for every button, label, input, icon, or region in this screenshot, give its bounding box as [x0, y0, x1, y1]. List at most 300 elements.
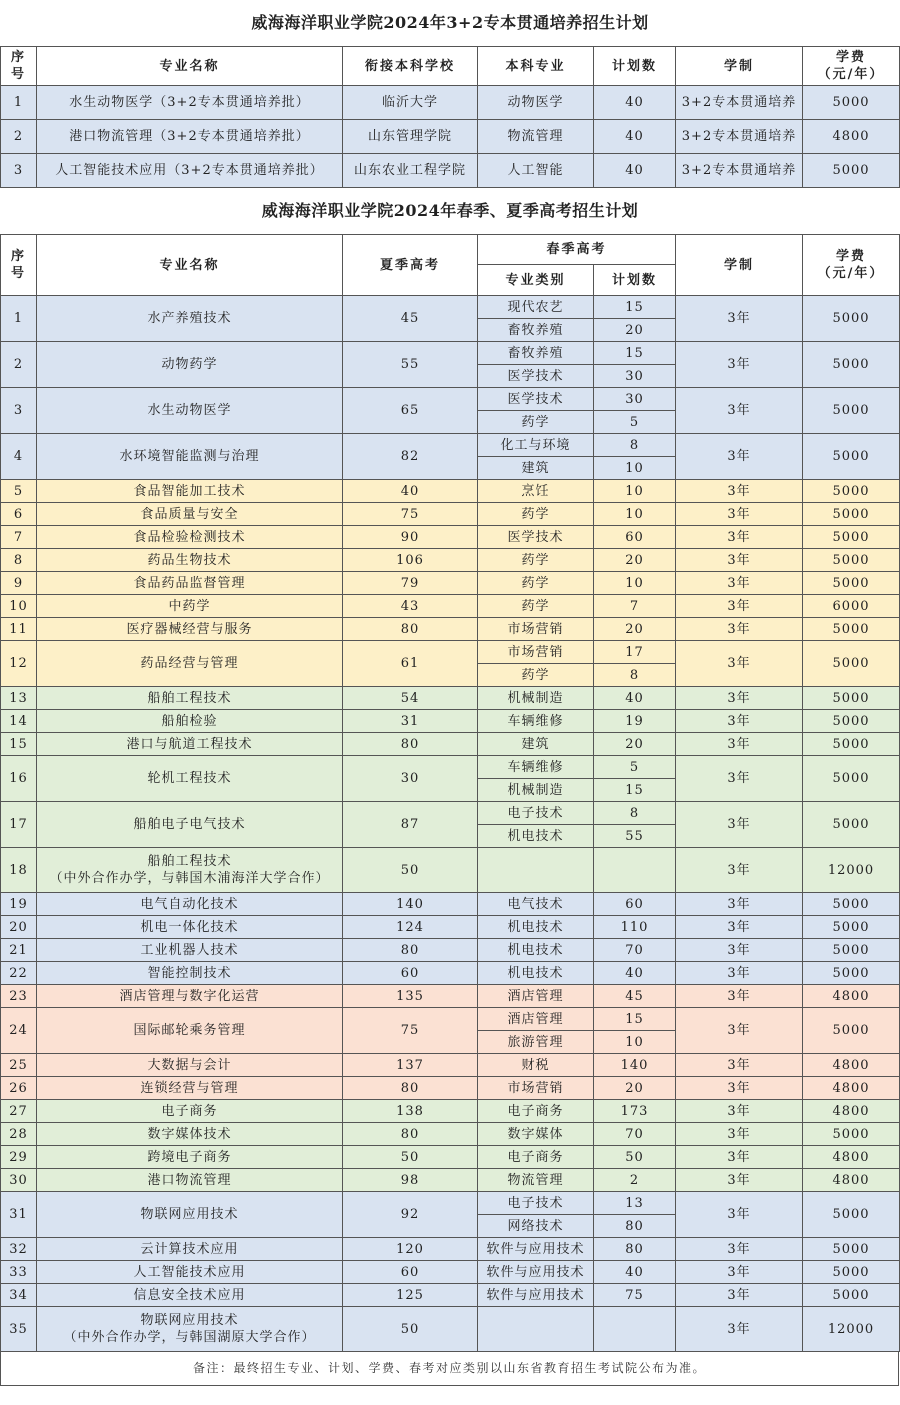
- spring-category: [478, 848, 594, 893]
- major-name: 食品质量与安全: [37, 503, 343, 526]
- study-system: 3年: [676, 641, 803, 687]
- summer-plan: 54: [343, 687, 478, 710]
- table-row: [1, 1284, 900, 1307]
- partner-school: 临沂大学: [343, 86, 478, 120]
- row-number: 20: [1, 916, 37, 939]
- summer-plan: 30: [343, 756, 478, 802]
- table-row: [1, 710, 900, 733]
- spring-plan: 10: [594, 457, 676, 480]
- header-seq: 序 号: [1, 235, 37, 296]
- spring-plan: 30: [594, 388, 676, 411]
- spring-category: 车辆维修: [478, 710, 594, 733]
- header-fee: 学费 （元/年）: [803, 235, 900, 296]
- summer-plan: 87: [343, 802, 478, 848]
- study-system: 3年: [676, 1123, 803, 1146]
- partner-school: 山东农业工程学院: [343, 154, 478, 188]
- spring-plan: 15: [594, 1008, 676, 1031]
- row-number: 15: [1, 733, 37, 756]
- summer-plan: 75: [343, 1008, 478, 1054]
- tuition-fee: 4800: [803, 1100, 900, 1123]
- row-number: 23: [1, 985, 37, 1008]
- table-row: [1, 916, 900, 939]
- bachelor-major: 物流管理: [478, 120, 594, 154]
- study-system: 3年: [676, 1261, 803, 1284]
- spring-category: 医学技术: [478, 388, 594, 411]
- table-3plus2: [0, 46, 900, 188]
- spring-category: 电子技术: [478, 1192, 594, 1215]
- summer-plan: 60: [343, 962, 478, 985]
- tuition-fee: 5000: [803, 1261, 900, 1284]
- spring-category: 酒店管理: [478, 985, 594, 1008]
- spring-plan: 60: [594, 526, 676, 549]
- table-row: [1, 1123, 900, 1146]
- study-system: 3+2专本贯通培养: [676, 154, 803, 188]
- table-row: [1, 687, 900, 710]
- bachelor-major: 人工智能: [478, 154, 594, 188]
- major-name: 工业机器人技术: [37, 939, 343, 962]
- major-name: 数字媒体技术: [37, 1123, 343, 1146]
- spring-plan: 17: [594, 641, 676, 664]
- table-row: [1, 342, 900, 365]
- tuition-fee: 5000: [803, 710, 900, 733]
- summer-plan: 65: [343, 388, 478, 434]
- tuition-fee: 5000: [803, 1284, 900, 1307]
- table-row: [1, 756, 900, 779]
- tuition-fee: 5000: [803, 962, 900, 985]
- summer-plan: 124: [343, 916, 478, 939]
- summer-plan: 120: [343, 1238, 478, 1261]
- tuition-fee: 5000: [803, 756, 900, 802]
- tuition-fee: 4800: [803, 985, 900, 1008]
- row-number: 14: [1, 710, 37, 733]
- study-system: 3年: [676, 480, 803, 503]
- table-row: [1, 526, 900, 549]
- study-system: 3年: [676, 687, 803, 710]
- spring-category: 化工与环境: [478, 434, 594, 457]
- table-row: [1, 503, 900, 526]
- tuition-fee: 5000: [803, 503, 900, 526]
- spring-category: 药学: [478, 664, 594, 687]
- table-row: [1, 1100, 900, 1123]
- spring-plan: 70: [594, 1123, 676, 1146]
- row-number: 30: [1, 1169, 37, 1192]
- summer-plan: 80: [343, 939, 478, 962]
- major-name: 船舶工程技术: [37, 687, 343, 710]
- table-row: [1, 1261, 900, 1284]
- major-name: 医疗器械经营与服务: [37, 618, 343, 641]
- table-row: [1, 480, 900, 503]
- spring-category: 现代农艺: [478, 296, 594, 319]
- spring-plan: 40: [594, 687, 676, 710]
- study-system: 3年: [676, 618, 803, 641]
- row-number: 34: [1, 1284, 37, 1307]
- row-number: 17: [1, 802, 37, 848]
- summer-plan: 125: [343, 1284, 478, 1307]
- tuition-fee: 5000: [803, 618, 900, 641]
- tuition-fee: 5000: [803, 916, 900, 939]
- spring-plan: 110: [594, 916, 676, 939]
- tuition-fee: 5000: [803, 526, 900, 549]
- table-header-row: [1, 235, 900, 265]
- major-name: 食品检验检测技术: [37, 526, 343, 549]
- header-bachelor: 本科专业: [478, 47, 594, 86]
- spring-plan: 20: [594, 549, 676, 572]
- tuition-fee: 6000: [803, 595, 900, 618]
- major-name: 电气自动化技术: [37, 893, 343, 916]
- tuition-fee: 12000: [803, 848, 900, 893]
- spring-category: 软件与应用技术: [478, 1284, 594, 1307]
- row-number: 1: [1, 296, 37, 342]
- major-name: 人工智能技术应用: [37, 1261, 343, 1284]
- study-system: 3年: [676, 893, 803, 916]
- spring-plan: 80: [594, 1215, 676, 1238]
- table-row: [1, 595, 900, 618]
- spring-category: 药学: [478, 595, 594, 618]
- tuition-fee: 5000: [803, 296, 900, 342]
- summer-plan: 98: [343, 1169, 478, 1192]
- plan-count: 40: [594, 86, 676, 120]
- study-system: 3年: [676, 1192, 803, 1238]
- table-row: [1, 893, 900, 916]
- header-plan: 计划数: [594, 265, 676, 296]
- summer-plan: 55: [343, 342, 478, 388]
- tuition-fee: 5000: [803, 802, 900, 848]
- spring-plan: [594, 1307, 676, 1352]
- study-system: 3年: [676, 1238, 803, 1261]
- row-number: 25: [1, 1054, 37, 1077]
- table-row: [1, 848, 900, 893]
- summer-plan: 50: [343, 1146, 478, 1169]
- spring-plan: 50: [594, 1146, 676, 1169]
- spring-category: 医学技术: [478, 365, 594, 388]
- summer-plan: 45: [343, 296, 478, 342]
- study-system: 3年: [676, 1169, 803, 1192]
- study-system: 3年: [676, 1146, 803, 1169]
- tuition-fee: 5000: [803, 893, 900, 916]
- spring-plan: 140: [594, 1054, 676, 1077]
- tuition-fee: 5000: [803, 154, 900, 188]
- row-number: 3: [1, 388, 37, 434]
- summer-plan: 92: [343, 1192, 478, 1238]
- major-name: 酒店管理与数字化运营: [37, 985, 343, 1008]
- summer-plan: 80: [343, 1077, 478, 1100]
- spring-plan: 10: [594, 1031, 676, 1054]
- spring-plan: 20: [594, 1077, 676, 1100]
- table-row: [1, 1169, 900, 1192]
- study-system: 3年: [676, 916, 803, 939]
- major-name: 智能控制技术: [37, 962, 343, 985]
- spring-plan: 5: [594, 411, 676, 434]
- bachelor-major: 动物医学: [478, 86, 594, 120]
- summer-plan: 138: [343, 1100, 478, 1123]
- spring-category: 建筑: [478, 457, 594, 480]
- spring-plan: 30: [594, 365, 676, 388]
- spring-category: 药学: [478, 411, 594, 434]
- tuition-fee: 5000: [803, 434, 900, 480]
- major-name: 动物药学: [37, 342, 343, 388]
- major-name: 国际邮轮乘务管理: [37, 1008, 343, 1054]
- spring-plan: 10: [594, 503, 676, 526]
- spring-plan: 15: [594, 296, 676, 319]
- table-row: [1, 1146, 900, 1169]
- spring-category: [478, 1307, 594, 1352]
- table-row: [1, 572, 900, 595]
- major-name: 机电一体化技术: [37, 916, 343, 939]
- summer-plan: 50: [343, 848, 478, 893]
- major-name: 云计算技术应用: [37, 1238, 343, 1261]
- table-row: [1, 1054, 900, 1077]
- study-system: 3年: [676, 526, 803, 549]
- major-name: 水生动物医学: [37, 388, 343, 434]
- spring-plan: 60: [594, 893, 676, 916]
- row-number: 16: [1, 756, 37, 802]
- tuition-fee: 5000: [803, 687, 900, 710]
- spring-plan: 10: [594, 572, 676, 595]
- header-plan: 计划数: [594, 47, 676, 86]
- summer-plan: 140: [343, 893, 478, 916]
- summer-plan: 43: [343, 595, 478, 618]
- study-system: 3年: [676, 1077, 803, 1100]
- tuition-fee: 12000: [803, 1307, 900, 1352]
- spring-plan: [594, 848, 676, 893]
- spring-category: 市场营销: [478, 641, 594, 664]
- spring-plan: 13: [594, 1192, 676, 1215]
- study-system: 3年: [676, 733, 803, 756]
- table-row: [1, 939, 900, 962]
- major-name: 物联网应用技术: [37, 1192, 343, 1238]
- header-system: 学制: [676, 235, 803, 296]
- header-category: 专业类别: [478, 265, 594, 296]
- table-row: [1, 618, 900, 641]
- header-fee: 学费 （元/年）: [803, 47, 900, 86]
- study-system: 3年: [676, 1100, 803, 1123]
- table-header-row: [1, 47, 900, 86]
- major-name: 港口物流管理: [37, 1169, 343, 1192]
- table-row: [1, 1077, 900, 1100]
- row-number: 29: [1, 1146, 37, 1169]
- header-major: 专业名称: [37, 47, 343, 86]
- summer-plan: 80: [343, 618, 478, 641]
- row-number: 28: [1, 1123, 37, 1146]
- tuition-fee: 5000: [803, 342, 900, 388]
- study-system: 3年: [676, 342, 803, 388]
- tuition-fee: 5000: [803, 1238, 900, 1261]
- summer-plan: 82: [343, 434, 478, 480]
- summer-plan: 137: [343, 1054, 478, 1077]
- spring-plan: 20: [594, 319, 676, 342]
- spring-category: 电子商务: [478, 1100, 594, 1123]
- table-row: [1, 1192, 900, 1215]
- row-number: 35: [1, 1307, 37, 1352]
- spring-plan: 15: [594, 779, 676, 802]
- spring-plan: 173: [594, 1100, 676, 1123]
- summer-plan: 50: [343, 1307, 478, 1352]
- table-row: [1, 733, 900, 756]
- major-name: 电子商务: [37, 1100, 343, 1123]
- major-name: [37, 848, 343, 893]
- plan-count: 40: [594, 120, 676, 154]
- major-name-line2: （中外合作办学，与韩国湖原大学合作）: [63, 1330, 316, 1345]
- table-spring-summer: [0, 234, 900, 1352]
- major-name: 药品经营与管理: [37, 641, 343, 687]
- summer-plan: 79: [343, 572, 478, 595]
- row-number: 4: [1, 434, 37, 480]
- spring-category: 医学技术: [478, 526, 594, 549]
- table-row: [1, 962, 900, 985]
- tuition-fee: 5000: [803, 1123, 900, 1146]
- header-seq: 序 号: [1, 47, 37, 86]
- spring-plan: 5: [594, 756, 676, 779]
- summer-plan: 60: [343, 1261, 478, 1284]
- spring-plan: 2: [594, 1169, 676, 1192]
- spring-plan: 20: [594, 733, 676, 756]
- spring-category: 数字媒体: [478, 1123, 594, 1146]
- spring-plan: 40: [594, 1261, 676, 1284]
- tuition-fee: 5000: [803, 572, 900, 595]
- summer-plan: 61: [343, 641, 478, 687]
- spring-plan: 20: [594, 618, 676, 641]
- row-number: 8: [1, 549, 37, 572]
- major-name: 跨境电子商务: [37, 1146, 343, 1169]
- spring-category: 旅游管理: [478, 1031, 594, 1054]
- header-summer: 夏季高考: [343, 235, 478, 296]
- spring-category: 建筑: [478, 733, 594, 756]
- study-system: 3年: [676, 296, 803, 342]
- spring-plan: 75: [594, 1284, 676, 1307]
- major-name: 船舶检验: [37, 710, 343, 733]
- header-spring: 春季高考: [478, 235, 676, 265]
- spring-plan: 7: [594, 595, 676, 618]
- summer-plan: 90: [343, 526, 478, 549]
- row-number: 11: [1, 618, 37, 641]
- row-number: 13: [1, 687, 37, 710]
- major-name-line1: 物联网应用技术: [140, 1313, 239, 1328]
- major-name: 港口物流管理（3+2专本贯通培养批）: [37, 120, 343, 154]
- spring-plan: 40: [594, 962, 676, 985]
- spring-plan: 55: [594, 825, 676, 848]
- spring-plan: 70: [594, 939, 676, 962]
- tuition-fee: 5000: [803, 480, 900, 503]
- spring-plan: 80: [594, 1238, 676, 1261]
- tuition-fee: 5000: [803, 86, 900, 120]
- header-school: 衔接本科学校: [343, 47, 478, 86]
- study-system: 3年: [676, 710, 803, 733]
- table-row: [1, 120, 900, 154]
- spring-category: 药学: [478, 549, 594, 572]
- tuition-fee: 4800: [803, 120, 900, 154]
- major-name: 轮机工程技术: [37, 756, 343, 802]
- study-system: 3年: [676, 388, 803, 434]
- major-name: 人工智能技术应用（3+2专本贯通培养批）: [37, 154, 343, 188]
- header-major: 专业名称: [37, 235, 343, 296]
- tuition-fee: 5000: [803, 1192, 900, 1238]
- spring-category: 酒店管理: [478, 1008, 594, 1031]
- footnote: 备注：最终招生专业、计划、学费、春考对应类别以山东省教育招生考试院公布为准。: [0, 1352, 899, 1386]
- study-system: 3年: [676, 962, 803, 985]
- spring-category: 畜牧养殖: [478, 319, 594, 342]
- major-name-line2: （中外合作办学，与韩国木浦海洋大学合作）: [49, 871, 330, 886]
- summer-plan: 80: [343, 1123, 478, 1146]
- title-3plus2: 威海海洋职业学院2024年3+2专本贯通培养招生计划: [251, 13, 649, 32]
- spring-category: 市场营销: [478, 618, 594, 641]
- row-number: 32: [1, 1238, 37, 1261]
- row-number: 5: [1, 480, 37, 503]
- table-row: [1, 1238, 900, 1261]
- spring-category: 电子技术: [478, 802, 594, 825]
- summer-plan: 31: [343, 710, 478, 733]
- study-system: 3年: [676, 985, 803, 1008]
- study-system: 3年: [676, 848, 803, 893]
- study-system: 3年: [676, 802, 803, 848]
- spring-category: 车辆维修: [478, 756, 594, 779]
- study-system: 3年: [676, 549, 803, 572]
- row-number: 22: [1, 962, 37, 985]
- plan-count: 40: [594, 154, 676, 188]
- table-row: [1, 985, 900, 1008]
- row-number: 9: [1, 572, 37, 595]
- row-number: 12: [1, 641, 37, 687]
- tuition-fee: 4800: [803, 1077, 900, 1100]
- major-name: 连锁经营与管理: [37, 1077, 343, 1100]
- study-system: 3年: [676, 1307, 803, 1352]
- study-system: 3年: [676, 1008, 803, 1054]
- table-row: [1, 296, 900, 319]
- row-number: 1: [1, 86, 37, 120]
- spring-category: 电气技术: [478, 893, 594, 916]
- tuition-fee: 5000: [803, 1008, 900, 1054]
- row-number: 6: [1, 503, 37, 526]
- row-number: 31: [1, 1192, 37, 1238]
- spring-category: 烹饪: [478, 480, 594, 503]
- tuition-fee: 4800: [803, 1054, 900, 1077]
- partner-school: 山东管理学院: [343, 120, 478, 154]
- study-system: 3年: [676, 756, 803, 802]
- row-number: 21: [1, 939, 37, 962]
- tuition-fee: 5000: [803, 733, 900, 756]
- spring-category: 财税: [478, 1054, 594, 1077]
- study-system: 3年: [676, 939, 803, 962]
- spring-category: 机械制造: [478, 779, 594, 802]
- major-name: 中药学: [37, 595, 343, 618]
- summer-plan: 75: [343, 503, 478, 526]
- table-row: [1, 154, 900, 188]
- spring-plan: 45: [594, 985, 676, 1008]
- spring-category: 畜牧养殖: [478, 342, 594, 365]
- study-system: 3年: [676, 434, 803, 480]
- spring-category: 网络技术: [478, 1215, 594, 1238]
- table-row: [1, 549, 900, 572]
- spring-plan: 8: [594, 664, 676, 687]
- tuition-fee: 4800: [803, 1169, 900, 1192]
- study-system: 3年: [676, 572, 803, 595]
- tuition-fee: 5000: [803, 939, 900, 962]
- spring-category: 机械制造: [478, 687, 594, 710]
- major-name: 船舶电子电气技术: [37, 802, 343, 848]
- row-number: 26: [1, 1077, 37, 1100]
- summer-plan: 106: [343, 549, 478, 572]
- spring-plan: 8: [594, 434, 676, 457]
- table-row: [1, 802, 900, 825]
- spring-plan: 19: [594, 710, 676, 733]
- spring-category: 药学: [478, 503, 594, 526]
- spring-category: 机电技术: [478, 916, 594, 939]
- tuition-fee: 5000: [803, 641, 900, 687]
- major-name-line1: 船舶工程技术: [147, 854, 232, 869]
- major-name: 水产养殖技术: [37, 296, 343, 342]
- header-system: 学制: [676, 47, 803, 86]
- spring-category: 软件与应用技术: [478, 1261, 594, 1284]
- spring-plan: 8: [594, 802, 676, 825]
